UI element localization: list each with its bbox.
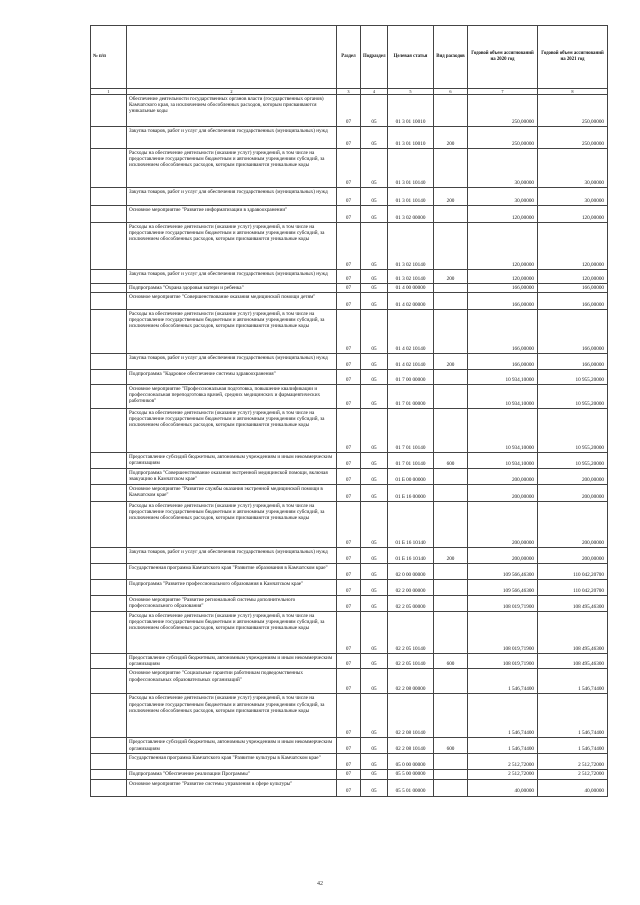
col-header-name [127,26,337,89]
cell-v2020: 108 019,71900 [468,654,538,669]
cell-num [91,409,127,453]
col-header-vr: Вид расходов [434,26,468,89]
cell-v2021: 1 546,74400 [538,669,608,694]
column-number: 8 [538,89,608,95]
table-row [91,270,608,284]
cell-num [91,469,127,485]
column-number: 1 [91,89,127,95]
cell-v2021: 40,00000 [538,779,608,796]
cell-csr: 01 3 02 10140 [388,223,434,270]
cell-num [91,284,127,293]
cell-num [91,206,127,223]
cell-vr [434,293,468,310]
table-row [91,284,608,293]
cell-pr: 05 [361,354,388,370]
cell-pr: 05 [361,548,388,564]
cell-v2021: 200,00000 [538,469,608,485]
cell-name: Закупка товаров, работ и услуг для обеспечения государственных (муниципальных) нужд [127,188,337,206]
table-row [91,754,608,770]
cell-rz: 07 [337,469,361,485]
cell-v2021: 10 955,20000 [538,370,608,385]
cell-csr: 02 2 05 10140 [388,654,434,669]
header-row [91,26,608,89]
cell-rz: 07 [337,485,361,502]
cell-csr: 02 2 08 10140 [388,694,434,738]
cell-v2020: 120,00000 [468,223,538,270]
cell-v2021: 30,00000 [538,149,608,188]
cell-v2020: 10 934,10000 [468,370,538,385]
cell-vr [434,754,468,770]
cell-vr [434,564,468,580]
table-row [91,149,608,188]
cell-rz: 07 [337,270,361,284]
col-header-num: № п/п [91,26,127,89]
cell-pr: 05 [361,564,388,580]
cell-csr: 02 2 05 10140 [388,612,434,654]
cell-csr: 02 2 08 10140 [388,738,434,754]
cell-pr: 05 [361,223,388,270]
cell-pr: 05 [361,612,388,654]
cell-num [91,694,127,738]
cell-name: Закупка товаров, работ и услуг для обеспечения государственных (муниципальных) нужд [127,127,337,149]
cell-num [91,654,127,669]
table-row [91,770,608,779]
cell-vr [434,502,468,548]
cell-vr: 200 [434,354,468,370]
cell-rz: 07 [337,580,361,596]
cell-name: Основное мероприятие "Развитие службы оказания экстренной медицинской помощи в Камчатском крае" [127,485,337,502]
cell-rz: 07 [337,149,361,188]
cell-vr [434,485,468,502]
cell-rz: 07 [337,293,361,310]
cell-v2020: 166,00000 [468,354,538,370]
col-header-2021: Годовой объем ассигнований на 2021 год [538,26,608,89]
cell-csr: 01 3 02 10140 [388,270,434,284]
cell-v2020: 30,00000 [468,149,538,188]
cell-csr: 01 7 00 00000 [388,370,434,385]
cell-pr: 05 [361,149,388,188]
table-row [91,453,608,469]
cell-v2020: 10 934,10000 [468,409,538,453]
table-row [91,223,608,270]
cell-v2020: 120,00000 [468,270,538,284]
cell-vr: 600 [434,453,468,469]
cell-vr [434,596,468,612]
cell-vr [434,770,468,779]
cell-vr [434,669,468,694]
cell-csr: 01 Б 16 10140 [388,548,434,564]
cell-v2021: 250,00000 [538,95,608,127]
cell-num [91,502,127,548]
cell-rz: 07 [337,694,361,738]
cell-name: Основное мероприятие "Совершенствование оказания медицинской помощи детям" [127,293,337,310]
cell-vr: 200 [434,270,468,284]
cell-v2020: 200,00000 [468,502,538,548]
cell-name: Подпрограмма "Развитие профессионального образования в Камчатском крае" [127,580,337,596]
table-row [91,548,608,564]
cell-csr: 01 Б 16 10140 [388,502,434,548]
cell-vr [434,223,468,270]
cell-name: Расходы на обеспечение деятельности (оказание услуг) учреждений, в том числе на предоставление государственным бюджетным и автономным учреждениям субсидий, за исключением обособленных расходов, которым присваиваются уникальные коды [127,310,337,354]
table-row [91,654,608,669]
cell-v2021: 2 512,72000 [538,754,608,770]
column-number: 6 [434,89,468,95]
cell-rz: 07 [337,95,361,127]
cell-v2021: 200,00000 [538,502,608,548]
cell-vr [434,469,468,485]
table-row [91,669,608,694]
cell-rz: 07 [337,453,361,469]
cell-csr: 01 Б 00 00000 [388,469,434,485]
cell-rz: 07 [337,354,361,370]
cell-vr: 200 [434,127,468,149]
cell-v2020: 250,00000 [468,95,538,127]
cell-name: Подпрограмма "Кадровое обеспечение системы здравоохранения" [127,370,337,385]
cell-name: Расходы на обеспечение деятельности (оказание услуг) учреждений, в том числе на предоставление государственным бюджетным и автономным учреждениям субсидий, за исключением обособленных расходов, которым присваиваются уникальные коды [127,409,337,453]
cell-name: Подпрограмма "Охрана здоровья матери и ребенка" [127,284,337,293]
cell-vr: 600 [434,654,468,669]
cell-rz: 07 [337,409,361,453]
cell-csr: 01 4 02 10140 [388,354,434,370]
table-row [91,612,608,654]
cell-num [91,770,127,779]
column-number: 3 [337,89,361,95]
table-row [91,95,608,127]
cell-name: Закупка товаров, работ и услуг для обеспечения государственных (муниципальных) нужд [127,354,337,370]
cell-name: Расходы на обеспечение деятельности (оказание услуг) учреждений, в том числе на предоставление государственным бюджетным и автономным учреждениям субсидий, за исключением обособленных расходов, которым присваиваются уникальные коды [127,612,337,654]
cell-num [91,580,127,596]
cell-name: Предоставление субсидий бюджетным, автономным учреждениям и иным некоммерческим организациям [127,738,337,754]
cell-v2021: 110 042,20700 [538,580,608,596]
table-row [91,469,608,485]
cell-vr [434,310,468,354]
cell-name: Предоставление субсидий бюджетным, автономным учреждениям и иным некоммерческим организациям [127,453,337,469]
cell-v2020: 1 546,74400 [468,669,538,694]
cell-num [91,270,127,284]
cell-v2020: 166,00000 [468,284,538,293]
cell-pr: 05 [361,310,388,354]
cell-pr: 05 [361,738,388,754]
cell-pr: 05 [361,127,388,149]
cell-rz: 07 [337,284,361,293]
cell-vr: 200 [434,188,468,206]
cell-rz: 07 [337,654,361,669]
table-row [91,738,608,754]
cell-name: Закупка товаров, работ и услуг для обеспечения государственных (муниципальных) нужд [127,548,337,564]
cell-num [91,385,127,409]
cell-pr: 05 [361,453,388,469]
budget-table [90,25,608,797]
cell-name: Основное мероприятие "Социальные гарантии работникам подведомственных профессиональных образовательных организаций" [127,669,337,694]
cell-v2021: 166,00000 [538,284,608,293]
cell-csr: 01 7 01 00000 [388,385,434,409]
cell-rz: 07 [337,370,361,385]
cell-name: Обеспечение деятельности государственных органов власти (государственных органов) Камчатского края, за исключением обособленных расходов, которым присваиваются уникальные коды [127,95,337,127]
cell-v2020: 2 512,72000 [468,754,538,770]
cell-num [91,149,127,188]
cell-v2020: 200,00000 [468,469,538,485]
cell-csr: 05 5 01 00000 [388,779,434,796]
cell-csr: 01 7 01 10140 [388,453,434,469]
cell-v2021: 166,00000 [538,293,608,310]
table-row [91,502,608,548]
cell-pr: 05 [361,188,388,206]
cell-num [91,188,127,206]
cell-csr: 01 3 01 10010 [388,127,434,149]
cell-vr [434,149,468,188]
cell-v2021: 30,00000 [538,188,608,206]
cell-vr [434,95,468,127]
cell-num [91,354,127,370]
cell-v2020: 200,00000 [468,548,538,564]
cell-csr: 05 5 00 00000 [388,770,434,779]
table-row [91,293,608,310]
table-body [91,95,608,797]
cell-num [91,127,127,149]
cell-vr [434,206,468,223]
cell-v2021: 166,00000 [538,310,608,354]
column-number: 4 [361,89,388,95]
cell-csr: 01 Б 16 00000 [388,485,434,502]
cell-v2020: 1 546,74400 [468,694,538,738]
cell-name: Расходы на обеспечение деятельности (оказание услуг) учреждений, в том числе на предоставление государственным бюджетным и автономным учреждениям субсидий, за исключением обособленных расходов, которым присваиваются уникальные коды [127,502,337,548]
cell-v2021: 108 495,46300 [538,612,608,654]
cell-rz: 07 [337,502,361,548]
cell-v2021: 108 495,46300 [538,654,608,669]
cell-vr [434,779,468,796]
cell-num [91,293,127,310]
cell-vr: 600 [434,738,468,754]
cell-rz: 07 [337,548,361,564]
cell-v2020: 108 019,71900 [468,612,538,654]
col-header-razdel: Раздел [337,26,361,89]
column-number: 2 [127,89,337,95]
cell-name: Основное мероприятие "Развитие системы управления в сфере культуры" [127,779,337,796]
cell-num [91,738,127,754]
cell-pr: 05 [361,485,388,502]
col-header-podrazdel: Подраздел [361,26,388,89]
cell-v2021: 2 512,72000 [538,770,608,779]
cell-num [91,485,127,502]
cell-num [91,310,127,354]
cell-num [91,370,127,385]
cell-csr: 02 2 00 00000 [388,580,434,596]
cell-rz: 07 [337,564,361,580]
cell-num [91,548,127,564]
cell-num [91,223,127,270]
cell-name: Закупка товаров, работ и услуг для обеспечения государственных (муниципальных) нужд [127,270,337,284]
cell-v2020: 2 512,72000 [468,770,538,779]
cell-pr: 05 [361,770,388,779]
cell-pr: 05 [361,206,388,223]
table-row [91,779,608,796]
cell-v2021: 200,00000 [538,548,608,564]
cell-rz: 07 [337,779,361,796]
table-row [91,409,608,453]
cell-v2021: 120,00000 [538,270,608,284]
cell-v2021: 166,00000 [538,354,608,370]
cell-num [91,612,127,654]
cell-csr: 01 7 01 10140 [388,409,434,453]
table-row [91,370,608,385]
cell-csr: 01 4 00 00000 [388,284,434,293]
cell-v2020: 200,00000 [468,485,538,502]
cell-pr: 05 [361,502,388,548]
cell-num [91,95,127,127]
cell-pr: 05 [361,409,388,453]
cell-pr: 05 [361,469,388,485]
cell-v2021: 10 955,20000 [538,385,608,409]
page-number: 42 [317,881,323,887]
table-row [91,385,608,409]
cell-name: Основное мероприятие "Профессиональная подготовка, повышение квалификации и профессиональная переподготовка врачей, средних медицинских и фармацевтических работников" [127,385,337,409]
cell-rz: 07 [337,596,361,612]
cell-v2020: 250,00000 [468,127,538,149]
cell-vr [434,580,468,596]
cell-name: Основное мероприятие "Развитие региональной системы дополнительного профессионального образования" [127,596,337,612]
cell-rz: 07 [337,669,361,694]
cell-rz: 07 [337,127,361,149]
cell-v2021: 250,00000 [538,127,608,149]
cell-csr: 01 3 01 10010 [388,95,434,127]
cell-v2020: 109 566,46300 [468,564,538,580]
cell-rz: 07 [337,206,361,223]
cell-rz: 07 [337,612,361,654]
table-row [91,354,608,370]
cell-num [91,453,127,469]
cell-csr: 01 3 01 10140 [388,188,434,206]
cell-name: Подпрограмма "Обеспечение реализации Программы" [127,770,337,779]
table-row [91,580,608,596]
cell-csr: 02 0 00 00000 [388,564,434,580]
cell-vr [434,612,468,654]
cell-v2021: 200,00000 [538,485,608,502]
cell-pr: 05 [361,669,388,694]
table-row [91,127,608,149]
cell-rz: 07 [337,310,361,354]
cell-pr: 05 [361,270,388,284]
cell-v2021: 120,00000 [538,206,608,223]
cell-name: Предоставление субсидий бюджетным, автономным учреждениям и иным некоммерческим организациям [127,654,337,669]
cell-rz: 07 [337,738,361,754]
cell-pr: 05 [361,654,388,669]
cell-vr [434,409,468,453]
cell-v2021: 110 042,20700 [538,564,608,580]
cell-pr: 05 [361,779,388,796]
table-row [91,188,608,206]
cell-v2020: 109 566,46300 [468,580,538,596]
cell-rz: 07 [337,754,361,770]
cell-name: Государственная программа Камчатского края "Развитие образования в Камчатском крае" [127,564,337,580]
cell-v2020: 40,00000 [468,779,538,796]
cell-v2021: 10 955,20000 [538,453,608,469]
cell-name: Подпрограмма "Совершенствование оказания экстренной медицинской помощи, включая эвакуацию в Камчатском крае" [127,469,337,485]
cell-name: Государственная программа Камчатского края "Развитие культуры в Камчатском крае" [127,754,337,770]
cell-vr [434,694,468,738]
cell-v2020: 30,00000 [468,188,538,206]
cell-v2021: 1 546,74400 [538,694,608,738]
cell-csr: 01 4 02 10140 [388,310,434,354]
cell-csr: 05 0 00 00000 [388,754,434,770]
cell-pr: 05 [361,580,388,596]
cell-num [91,596,127,612]
cell-v2021: 108 495,46300 [538,596,608,612]
cell-vr [434,284,468,293]
cell-csr: 02 2 08 00000 [388,669,434,694]
cell-name: Основное мероприятие "Развитие информатизации в здравоохранении" [127,206,337,223]
cell-csr: 02 2 05 00000 [388,596,434,612]
cell-pr: 05 [361,754,388,770]
table-row [91,596,608,612]
cell-pr: 05 [361,596,388,612]
cell-pr: 05 [361,284,388,293]
cell-vr [434,385,468,409]
column-number: 5 [388,89,434,95]
cell-v2020: 166,00000 [468,310,538,354]
cell-v2020: 10 934,10000 [468,453,538,469]
cell-pr: 05 [361,293,388,310]
col-header-2020: Годовой объем ассигнований на 2020 год [468,26,538,89]
table-row [91,694,608,738]
cell-csr: 01 4 02 00000 [388,293,434,310]
col-header-csr: Целевая статья [388,26,434,89]
cell-name: Расходы на обеспечение деятельности (оказание услуг) учреждений, в том числе на предоставление государственным бюджетным и автономным учреждениям субсидий, за исключением обособленных расходов, которым присваиваются уникальные коды [127,694,337,738]
table-row [91,310,608,354]
cell-num [91,564,127,580]
cell-rz: 07 [337,188,361,206]
cell-rz: 07 [337,385,361,409]
cell-v2020: 10 934,10000 [468,385,538,409]
cell-name: Расходы на обеспечение деятельности (оказание услуг) учреждений, в том числе на предоставление государственным бюджетным и автономным учреждениям субсидий, за исключением обособленных расходов, которым присваиваются уникальные коды [127,223,337,270]
cell-v2021: 10 955,20000 [538,409,608,453]
cell-pr: 05 [361,370,388,385]
cell-csr: 01 3 02 00000 [388,206,434,223]
cell-num [91,754,127,770]
table-row [91,206,608,223]
cell-v2020: 108 019,71900 [468,596,538,612]
cell-v2020: 1 546,74400 [468,738,538,754]
table-row [91,485,608,502]
cell-rz: 07 [337,770,361,779]
cell-name: Расходы на обеспечение деятельности (оказание услуг) учреждений, в том числе на предоставление государственным бюджетным и автономным учреждениям субсидий, за исключением обособленных расходов, которым присваиваются уникальные коды [127,149,337,188]
cell-num [91,669,127,694]
cell-num [91,779,127,796]
cell-v2020: 166,00000 [468,293,538,310]
cell-v2020: 120,00000 [468,206,538,223]
cell-pr: 05 [361,385,388,409]
cell-v2021: 120,00000 [538,223,608,270]
cell-pr: 05 [361,694,388,738]
cell-vr [434,370,468,385]
column-number: 7 [468,89,538,95]
cell-v2021: 1 546,74400 [538,738,608,754]
cell-rz: 07 [337,223,361,270]
table-row [91,564,608,580]
cell-vr: 200 [434,548,468,564]
cell-pr: 05 [361,95,388,127]
cell-csr: 01 3 01 10140 [388,149,434,188]
